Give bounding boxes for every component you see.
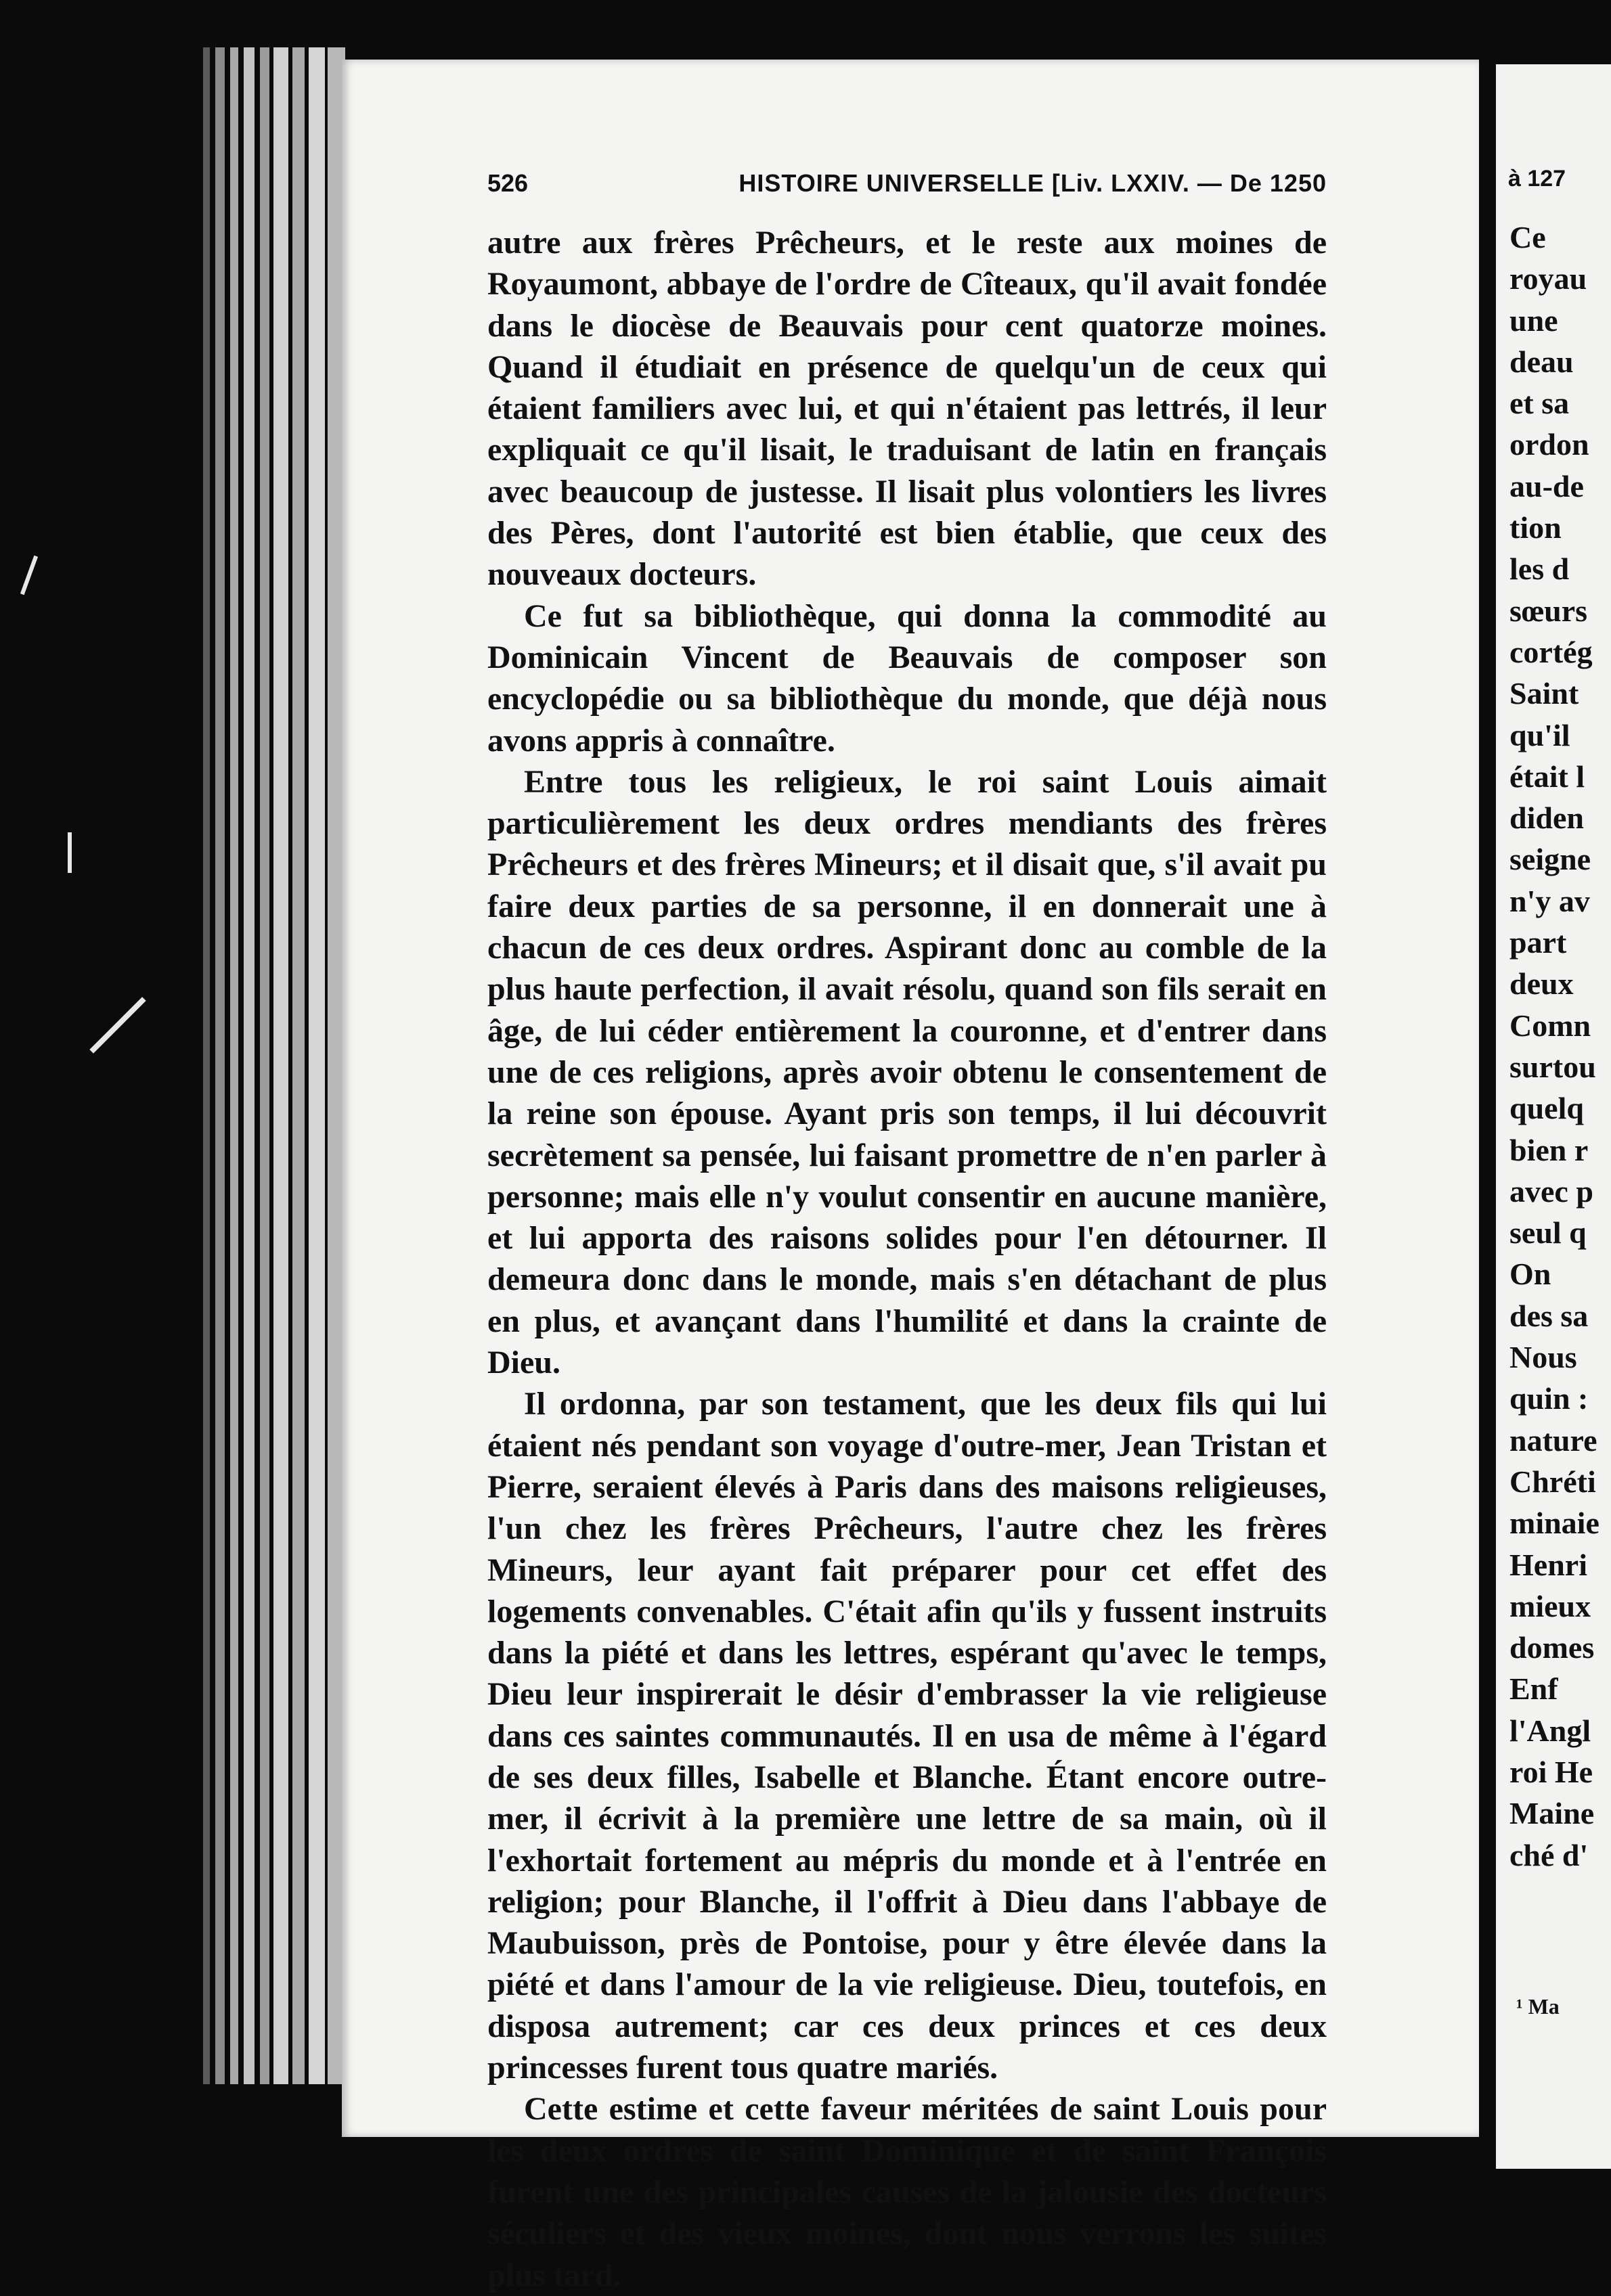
facing-line-fragment: au-de [1509, 468, 1584, 503]
facing-line-fragment: cortég [1509, 634, 1593, 669]
scan-artifact [68, 832, 72, 873]
facing-line-fragment: Maine [1509, 1796, 1595, 1831]
facing-line-fragment: Nous [1509, 1340, 1577, 1375]
facing-line-fragment: deux [1509, 966, 1574, 1001]
body-text [487, 222, 1327, 2296]
facing-line-fragment: avec p [1509, 1173, 1593, 1209]
facing-footnote: ¹ Ma [1516, 1994, 1560, 2019]
facing-line-fragment: On [1509, 1257, 1551, 1292]
page-header [487, 162, 1327, 210]
page-edges [203, 47, 345, 2084]
paragraph: Cette estime et cette faveur méritées de saint Louis pour les deux ordres de saint Dominique et de saint François furent une des principales causes de la jalousie des docteurs séculiers et des vieux moines, dont nous verrons les suites plus tard. [487, 2091, 1327, 2293]
facing-line-fragment: part [1509, 925, 1567, 960]
facing-line-fragment: mieux [1509, 1588, 1591, 1623]
paragraph: Entre tous les religieux, le roi saint Louis aimait particulièrement les deux ordres mendiants des frères Prêcheurs et des frères Mineurs; et il disait que, s'il avait pu faire deux parties de sa personne, il en donnerait une à chacun de ces deux ordres. Aspirant donc au comble de la plus haute perfection, il avait résolu, quand son fils serait en âge, de lui céder entièrement la couronne, et d'entrer dans une de ces religions, après avoir obtenu le consentement de la reine son épouse. Ayant pris son temps, il lui découvrit secrètement sa pensée, lui faisant promettre de n'en parler à personne; mais elle n'y voulut consentir en aucune manière, et lui apporta des raisons solides pour l'en détourner. Il demeura donc dans le monde, mais s'en détachant de plus en plus, et avançant dans l'humilité et dans la crainte de Dieu. [487, 763, 1327, 1381]
facing-line-fragment: Henri [1509, 1547, 1587, 1582]
facing-line-fragment: une [1509, 302, 1558, 338]
facing-line-fragment: ché d' [1509, 1837, 1589, 1872]
facing-line-fragment: bien r [1509, 1132, 1589, 1167]
scan-artifact [89, 997, 146, 1053]
facing-line-fragment: Chréti [1509, 1464, 1596, 1499]
facing-line-fragment: était l [1509, 759, 1585, 794]
facing-line-fragment: tion [1509, 510, 1562, 545]
facing-line-fragment: deau [1509, 344, 1574, 379]
facing-line-fragment: n'y av [1509, 883, 1590, 918]
facing-line-fragment: seul q [1509, 1215, 1587, 1251]
facing-line-fragment: diden [1509, 801, 1584, 836]
facing-line-fragment: roi He [1509, 1754, 1593, 1789]
facing-line-fragment: seigne [1509, 842, 1591, 877]
facing-line-fragment: surtou [1509, 1049, 1596, 1084]
facing-line-fragment: nature [1509, 1422, 1597, 1458]
facing-line-fragment: minaie [1509, 1506, 1599, 1541]
facing-line-fragment: les d [1509, 552, 1570, 587]
facing-line-fragment: Ce [1509, 220, 1546, 254]
facing-page-text [1509, 217, 1599, 1876]
facing-line-fragment: Enf [1509, 1671, 1558, 1707]
facing-line-fragment: quelq [1509, 1091, 1584, 1126]
main-page [342, 60, 1479, 2293]
facing-page [1496, 64, 1611, 2169]
paragraph: Ce fut sa bibliothèque, qui donna la commodité au Dominicain Vincent de Beauvais de composer son encyclopédie ou sa bibliothèque du monde, que déjà nous avons appris à connaître. [487, 598, 1327, 759]
facing-line-fragment: sœurs [1509, 593, 1588, 628]
page-number: 526 [487, 169, 529, 197]
scan-artifact [20, 556, 38, 595]
facing-line-fragment: Saint [1509, 676, 1579, 711]
paragraph: Il ordonna, par son testament, que les deux fils qui lui étaient nés pendant son voyage d'outre-mer, Jean Tristan et Pierre, seraient élevés à Paris dans des maisons religieuses, l'un chez les frères Prêcheurs, l'autre chez les frères Mineurs, leur ayant fait préparer pour cet effet des logements convenables. C'était afin qu'ils y fussent instruits dans la piété et dans les lettres, espérant qu'avec le temps, Dieu leur inspirerait le désir d'embrasser la vie religieuse dans ces saintes communautés. Il en usa de même à l'égard de ses deux filles, Isabelle et Blanche. Étant encore outre-mer, il écrivit à la première une lettre de sa main, où il l'exhortait fortement au mépris du monde et à l'entrée en religion; pour Blanche, il l'offrit à Dieu dans l'abbaye de Maubuisson, près de Pontoise, pour y être élevée dans la piété et dans l'amour de la vie religieuse. Dieu, toutefois, en disposa autrement; car ces deux princes et ces deux princesses furent tous quatre mariés. [487, 1386, 1327, 2086]
facing-line-fragment: royau [1509, 261, 1587, 296]
facing-running-title: à 127 [1508, 166, 1566, 192]
running-title: HISTOIRE UNIVERSELLE [Liv. LXXIV. — De 1250 [738, 169, 1327, 197]
facing-line-fragment: et sa [1509, 386, 1570, 421]
facing-line-fragment: qu'il [1509, 717, 1570, 752]
facing-line-fragment: ordon [1509, 427, 1589, 462]
facing-line-fragment: domes [1509, 1630, 1595, 1665]
facing-line-fragment: des sa [1509, 1298, 1589, 1333]
facing-line-fragment: Comn [1509, 1008, 1591, 1043]
facing-line-fragment: quin : [1509, 1381, 1589, 1416]
paragraph: autre aux frères Prêcheurs, et le reste aux moines de Royaumont, abbaye de l'ordre de Cîteaux, qu'il avait fondée dans le diocèse de Beauvais pour cent quatorze moines. Quand il étudiait en présence de quelqu'un de ceux qui étaient familiers avec lui, et qui n'étaient pas lettrés, il leur expliquait ce qu'il lisait, le traduisant de latin en français avec beaucoup de justesse. Il lisait plus volontiers les livres des Pères, dont l'autorité est bien établie, que ceux des nouveaux docteurs. [487, 225, 1327, 593]
facing-line-fragment: l'Angl [1509, 1713, 1591, 1748]
